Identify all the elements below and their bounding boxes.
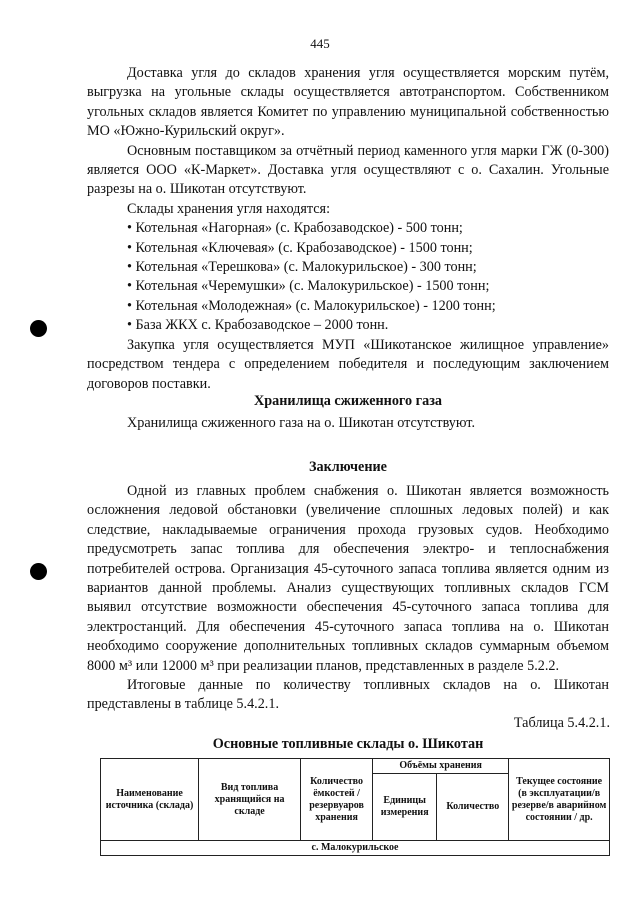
table-caption: Таблица 5.4.2.1. (513, 715, 610, 731)
table-group-row (101, 841, 610, 856)
list-item: • Котельная «Нагорная» (с. Крабозаводское) - 500 тонн; (127, 220, 463, 237)
paragraph-final: Итоговые данные по количеству топливных складов на о. Шикотан представлены в таблице 5.4.2.1. (87, 677, 609, 713)
page-number: 445 (310, 36, 330, 51)
paragraph-gas: Хранилища сжиженного газа на о. Шикотан отсутствуют. (127, 415, 475, 431)
coal-storage-list (87, 219, 609, 335)
heading-gas-storage: Хранилища сжиженного газа (254, 393, 442, 409)
header-fuel-type: Вид топлива хранящийся на складе (199, 759, 301, 841)
conclusion-heading-block (87, 458, 609, 477)
header-tank-count: Количество ёмкостей / резервуаров хранения (301, 759, 373, 841)
paragraph-coal-delivery: Доставка угля до складов хранения угля осуществляется морским путём, выгрузка на угольные склады осуществляется автотранспортом. Собственником угольных складов является Комитет по управлению муниципальной собственностью МО «Южно-Курильский округ». (87, 65, 609, 140)
list-item: • Котельная «Ключевая» (с. Крабозаводское) - 1500 тонн; (127, 239, 473, 256)
header-quantity: Количество (437, 774, 509, 841)
coal-section (87, 64, 609, 394)
group-malokurilskoe: с. Малокурильское (101, 841, 610, 856)
list-intro: Склады хранения угля находятся: (127, 200, 331, 217)
list-item: • База ЖКХ с. Крабозаводское – 2000 тонн. (127, 317, 389, 334)
gas-text (87, 414, 609, 433)
header-state: Текущее состояние (в эксплуатации/в резерве/в аварийном состоянии / др. (509, 759, 610, 841)
conclusion-section (87, 482, 609, 715)
paragraph-conclusion: Одной из главных проблем снабжения о. Шикотан является возможность осложнения ледовой обстановки (увеличение сплошных ледовых полей) и как следствие, накладываемые ограничения прохода грузовых судов. Необходимо предусмотреть запас топлива для обеспечения электро- и теплоснабжения потребителей острова. Организация 45-суточного запаса топлива является одним из вариантов данной проблемы. Анализ существующих топливных складов ГСМ выявил отсутствие возможности обеспечения 45-суточного запаса топлива для электростанций. Для обеспечения 45-суточного запаса топлива на о. Шикотан необходимо сооружение дополнительных топливных складов суммарным объемом 8000 м³ или 12000 м³ при реализации планов, представленных в разделе 5.2.2. (87, 483, 609, 674)
table-title: Основные топливные склады о. Шикотан (212, 736, 484, 752)
gas-section (87, 392, 609, 411)
punch-hole-bottom (30, 563, 47, 580)
list-item: • Котельная «Молодежная» (с. Малокурильское) - 1200 тонн; (127, 297, 496, 314)
table-header-row (101, 759, 610, 774)
header-units: Единицы измерения (373, 774, 437, 841)
paragraph-coal-supplier: Основным поставщиком за отчётный период каменного угля марки ГЖ (0-300) является ООО «К-Маркет». Доставка угля осуществляют с о. Сахалин. Угольные разрезы на о. Шикотан отсутствуют. (87, 142, 609, 198)
header-volumes: Объёмы хранения (373, 759, 509, 774)
paragraph-coal-purchase: Закупка угля осуществляется МУП «Шикотанское жилищное управление» посредством тендера с определением победителя и последующим заключением договоров поставки. (87, 336, 609, 392)
fuel-storage-table (100, 758, 610, 856)
header-source: Наименование источника (склада) (101, 759, 199, 841)
list-item: • Котельная «Черемушки» (с. Малокурильское) - 1500 тонн; (127, 278, 490, 295)
heading-conclusion: Заключение (309, 459, 387, 475)
list-item: • Котельная «Терешкова» (с. Малокурильское) - 300 тонн; (127, 259, 477, 276)
punch-hole-top (30, 320, 47, 337)
